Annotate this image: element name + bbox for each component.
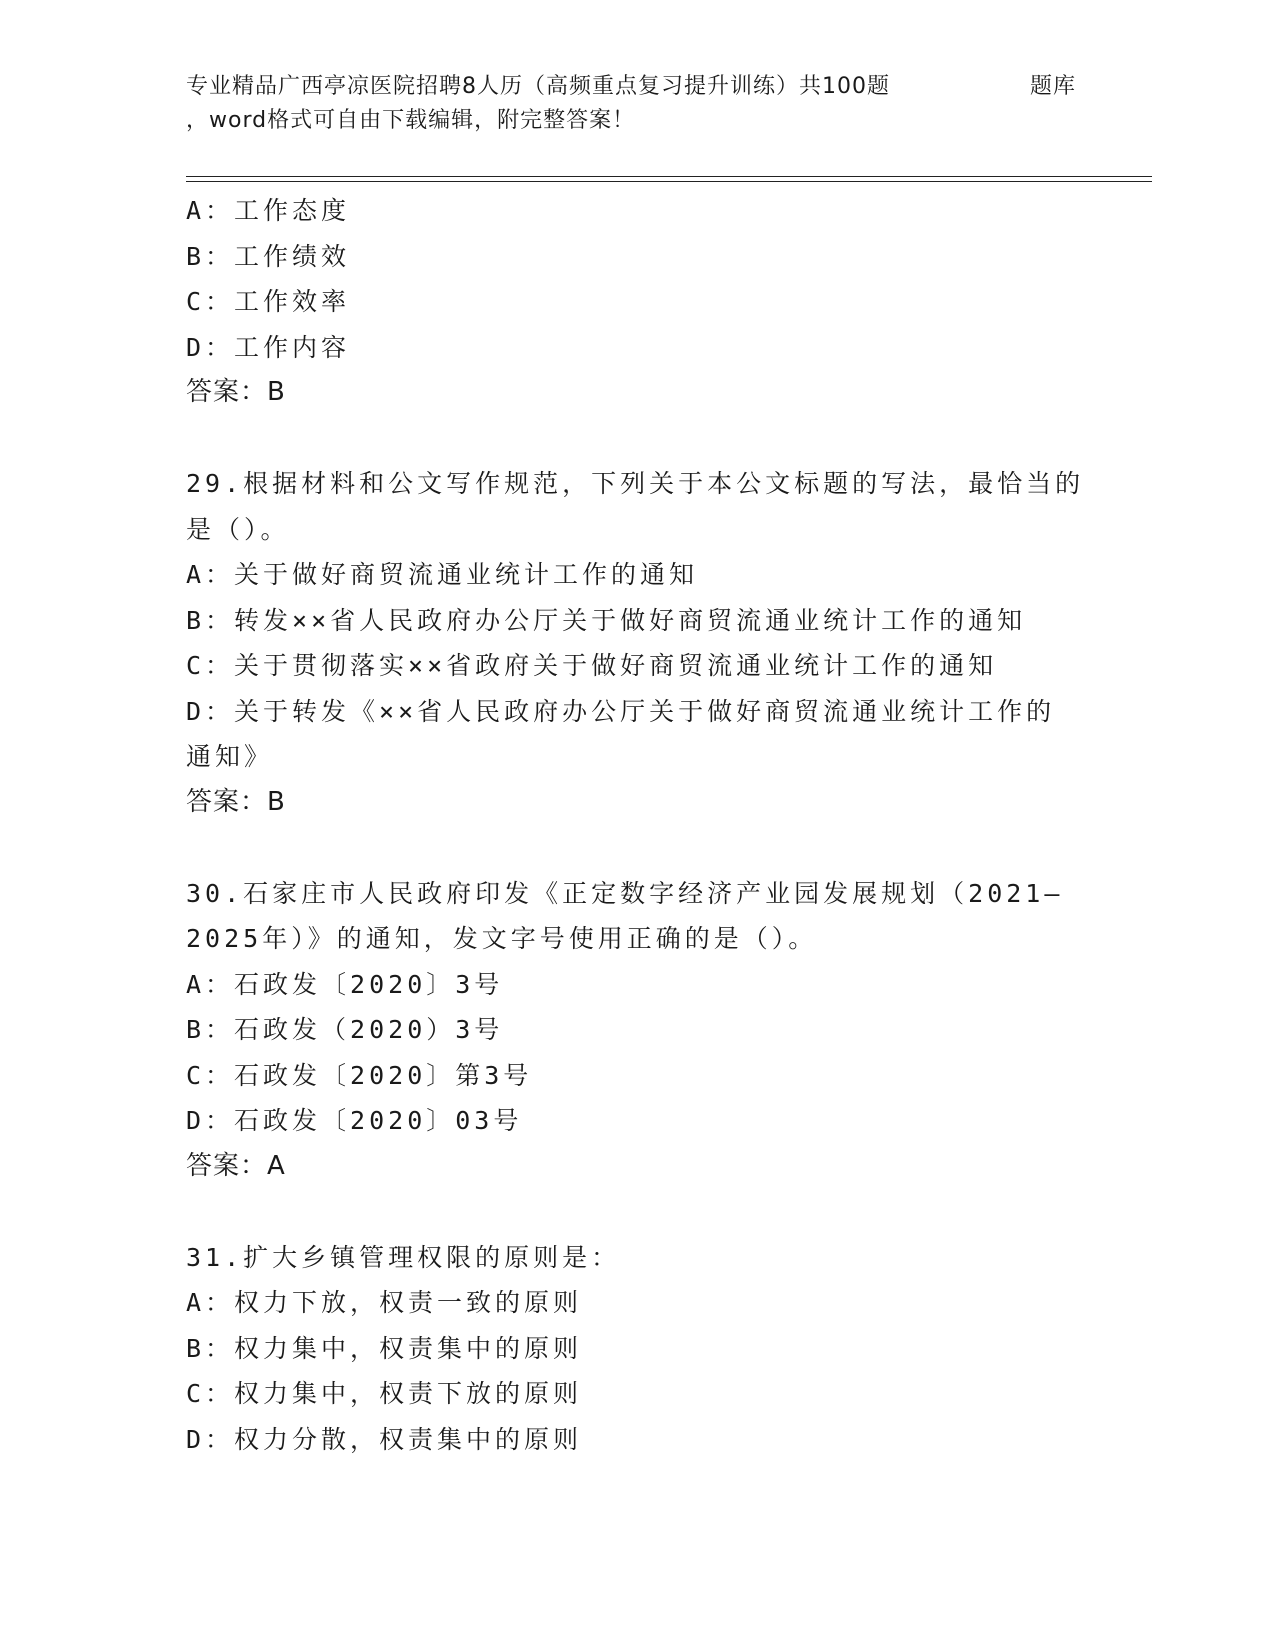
option-a: A：关于做好商贸流通业统计工作的通知 xyxy=(186,560,699,589)
option-c: C：关于贯彻落实××省政府关于做好商贸流通业统计工作的通知 xyxy=(186,651,998,680)
page-header xyxy=(186,70,1146,138)
question-stem: 30.石家庄市人民政府印发《正定数字经济产业园发展规划（2021— xyxy=(186,878,1064,908)
question-stem-cont: 是（）。 xyxy=(186,514,290,544)
option-b: B：工作绩效 xyxy=(186,241,351,271)
document-subtitle: ，word格式可自由下载编辑，附完整答案！ xyxy=(186,108,636,133)
document-title: 专业精品广西亭凉医院招聘8人历（高频重点复习提升训练）共100题 xyxy=(186,74,890,99)
question-stem: 29.根据材料和公文写作规范，下列关于本公文标题的写法，最恰当的 xyxy=(186,469,1085,498)
option-c: C：石政发〔2020〕第3号 xyxy=(186,1060,533,1090)
option-d: D：石政发〔2020〕03号 xyxy=(186,1106,523,1135)
question-30 xyxy=(186,871,1086,1190)
answer: 答案：B xyxy=(186,377,286,407)
header-divider-bottom xyxy=(186,181,1152,182)
option-d: D：权力分散，权责集中的原则 xyxy=(186,1424,583,1454)
question-stem-cont: 2025年）》的通知，发文字号使用正确的是（）。 xyxy=(186,924,818,953)
question-content xyxy=(186,188,1086,1462)
question-29 xyxy=(186,461,1086,825)
answer: 答案：A xyxy=(186,1150,286,1181)
answer: 答案：B xyxy=(186,786,286,817)
header-title-row xyxy=(186,70,1076,104)
option-c: C：权力集中，权责下放的原则 xyxy=(186,1379,583,1408)
option-a: A：工作态度 xyxy=(186,196,351,225)
option-b: B：转发××省人民政府办公厅关于做好商贸流通业统计工作的通知 xyxy=(186,605,1027,635)
question-stem: 31.扩大乡镇管理权限的原则是： xyxy=(186,1242,621,1272)
header-divider-top xyxy=(186,176,1152,177)
option-a: A：权力下放，权责一致的原则 xyxy=(186,1288,583,1317)
option-d: D：工作内容 xyxy=(186,332,351,362)
option-d-cont: 通知》 xyxy=(186,742,274,771)
option-b: B：权力集中，权责集中的原则 xyxy=(186,1333,583,1363)
option-a: A：石政发〔2020〕3号 xyxy=(186,969,504,999)
question-31 xyxy=(186,1235,1086,1463)
option-c: C：工作效率 xyxy=(186,287,351,316)
option-d: D：关于转发《××省人民政府办公厅关于做好商贸流通业统计工作的 xyxy=(186,696,1056,726)
header-tag: 题库 xyxy=(1029,74,1076,99)
question-28 xyxy=(186,188,1086,416)
option-b: B：石政发（2020）3号 xyxy=(186,1015,504,1044)
